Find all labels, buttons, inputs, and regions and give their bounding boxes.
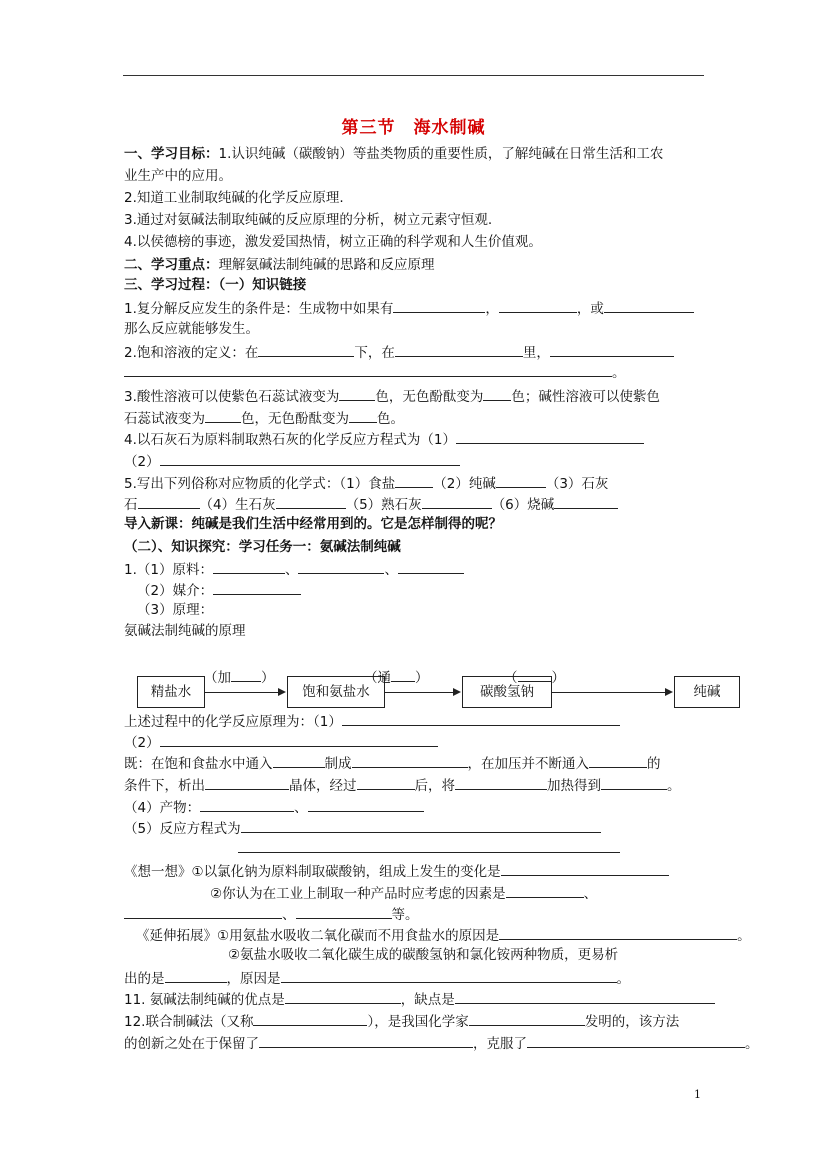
question-1-line-2: 那么反应就能够发生。 bbox=[124, 321, 259, 337]
answer-blank[interactable] bbox=[285, 989, 401, 1004]
objectives-line-4: 3.通过对氨碱法制取纯碱的反应原理的分析，树立元素守恒观. bbox=[124, 212, 493, 228]
answer-blank[interactable] bbox=[506, 883, 584, 898]
answer-blank[interactable] bbox=[349, 408, 377, 423]
equation-line-2 bbox=[238, 838, 620, 858]
answer-blank[interactable] bbox=[469, 1011, 585, 1026]
answer-blank[interactable] bbox=[391, 667, 415, 682]
answer-blank[interactable] bbox=[165, 968, 227, 983]
answer-blank[interactable] bbox=[160, 451, 460, 466]
question-4-line-2: （2） bbox=[124, 451, 460, 471]
answer-blank[interactable] bbox=[393, 298, 485, 313]
extension-line-3: 出的是 ，原因是 。 bbox=[124, 968, 630, 988]
section-heading-key-point: 二、学习重点： bbox=[124, 257, 219, 273]
flow-arrow-2 bbox=[384, 692, 459, 693]
answer-blank[interactable] bbox=[483, 386, 511, 401]
key-point-line: 二、学习重点：理解氨碱法制纯碱的思路和反应原理 bbox=[124, 257, 435, 273]
answer-blank[interactable] bbox=[604, 298, 694, 313]
answer-blank[interactable] bbox=[308, 797, 424, 812]
page-title: 第三节 海水制碱 bbox=[341, 118, 486, 138]
answer-blank[interactable] bbox=[589, 753, 647, 768]
answer-blank[interactable] bbox=[527, 1033, 745, 1048]
equation-line: （5）反应方程式为 bbox=[124, 818, 601, 838]
answer-blank[interactable] bbox=[241, 818, 601, 833]
question-3-line-2: 石蕊试液变为 色，无色酚酞变为 色。 bbox=[124, 408, 404, 428]
flow-box-brine: 精盐水 bbox=[137, 676, 205, 708]
answer-blank[interactable] bbox=[124, 362, 612, 377]
answer-blank[interactable] bbox=[422, 494, 492, 509]
answer-blank[interactable] bbox=[554, 494, 618, 509]
task-principle-line: （3）原理： bbox=[137, 602, 214, 618]
answer-blank[interactable] bbox=[455, 989, 715, 1004]
question-1-line: 1.复分解反应发生的条件是：生成物中如果有 ， ，或 bbox=[124, 298, 694, 318]
extension-line-2: ②氨盐水吸收二氧化碳生成的碳酸氢钠和氯化铵两种物质，更易析 bbox=[228, 947, 619, 963]
answer-blank[interactable] bbox=[601, 775, 667, 790]
answer-blank[interactable] bbox=[200, 797, 294, 812]
objectives-line-3: 2.知道工业制取纯碱的化学反应原理. bbox=[124, 190, 344, 206]
question-11-line: 11. 氨碱法制纯碱的优点是 ，缺点是 bbox=[124, 989, 715, 1009]
answer-blank[interactable] bbox=[518, 667, 552, 682]
answer-blank[interactable] bbox=[298, 559, 384, 574]
answer-blank[interactable] bbox=[395, 342, 523, 357]
answer-blank[interactable] bbox=[339, 386, 375, 401]
answer-blank[interactable] bbox=[357, 775, 415, 790]
answer-blank[interactable] bbox=[213, 580, 301, 595]
objectives-line-5: 4.以侯德榜的事迹，激发爱国热情，树立正确的科学观和人生价值观。 bbox=[124, 234, 542, 250]
answer-blank[interactable] bbox=[296, 904, 392, 919]
answer-blank[interactable] bbox=[550, 342, 674, 357]
answer-blank[interactable] bbox=[138, 494, 200, 509]
extension-line-1: 《延伸拓展》①用氨盐水吸收二氧化碳而不用食盐水的原因是 。 bbox=[136, 925, 751, 945]
think-line-1: 《想一想》①以氯化钠为原料制取碳酸钠，组成上发生的变化是 bbox=[124, 861, 669, 881]
answer-blank[interactable] bbox=[499, 925, 737, 940]
answer-blank[interactable] bbox=[395, 473, 433, 488]
answer-blank[interactable] bbox=[259, 1033, 473, 1048]
answer-blank[interactable] bbox=[213, 559, 285, 574]
answer-blank[interactable] bbox=[253, 1011, 367, 1026]
answer-blank[interactable] bbox=[273, 753, 325, 768]
think-line-3: 、 等。 bbox=[124, 904, 419, 924]
answer-blank[interactable] bbox=[456, 429, 644, 444]
objectives-line-1: 一、学习目标：1.认识纯碱（碳酸钠）等盐类物质的重要性质，了解纯碱在日常生活和工农 bbox=[124, 146, 664, 162]
flow-arrow-3-label: （ ） bbox=[504, 666, 565, 686]
flow-arrow-3 bbox=[551, 692, 671, 693]
answer-blank[interactable] bbox=[205, 408, 241, 423]
question-3-line: 3.酸性溶液可以使紫色石蕊试液变为 色，无色酚酞变为 色；碱性溶液可以使紫色 bbox=[124, 386, 660, 406]
flow-arrow-1 bbox=[204, 692, 284, 693]
answer-blank[interactable] bbox=[499, 298, 577, 313]
page-number: 1 bbox=[694, 1088, 701, 1101]
flow-box-soda-ash: 纯碱 bbox=[674, 676, 740, 708]
question-12-line-2: 的创新之处在于保留了 ，克服了 。 bbox=[124, 1033, 759, 1053]
answer-blank[interactable] bbox=[501, 861, 669, 876]
flow-box-ammoniated-brine: 饱和氨盐水 bbox=[287, 676, 385, 708]
think-line-2: ②你认为在工业上制取一种产品时应考虑的因素是 、 bbox=[210, 883, 597, 903]
answer-blank[interactable] bbox=[231, 667, 261, 682]
section-heading-explore: （二）、知识探究：学习任务一：氨碱法制纯碱 bbox=[124, 539, 401, 555]
answer-blank[interactable] bbox=[160, 732, 438, 747]
reaction-principle-line-2: （2） bbox=[124, 732, 438, 752]
products-line: （4）产物： 、 bbox=[124, 797, 424, 817]
question-5-line-2: 石 （4）生石灰 （5）熟石灰 （6）烧碱 bbox=[124, 494, 618, 514]
flow-box-sodium-bicarbonate: 碳酸氢钠 bbox=[462, 676, 552, 708]
process-description-line: 既：在饱和食盐水中通入 制成 ，在加压并不断通入 的 bbox=[124, 753, 661, 773]
answer-blank[interactable] bbox=[352, 753, 468, 768]
new-lesson-intro: 导入新课：纯碱是我们生活中经常用到的。它是怎样制得的呢？ bbox=[124, 516, 502, 532]
question-2-line: 2.饱和溶液的定义：在 下，在 里， bbox=[124, 342, 674, 362]
diagram-caption: 氨碱法制纯碱的原理 bbox=[124, 623, 246, 639]
question-4-line: 4.以石灰石为原料制取熟石灰的化学反应方程式为（1） bbox=[124, 429, 644, 449]
answer-blank[interactable] bbox=[124, 904, 282, 919]
process-description-line-2: 条件下，析出 晶体，经过 后，将 加热得到 。 bbox=[124, 775, 681, 795]
answer-blank[interactable] bbox=[496, 473, 546, 488]
answer-blank[interactable] bbox=[342, 711, 620, 726]
header-rule bbox=[123, 75, 704, 76]
answer-blank[interactable] bbox=[398, 559, 464, 574]
task-medium-line: （2）媒介： bbox=[137, 580, 301, 600]
objectives-line-2: 业生产中的应用。 bbox=[124, 168, 232, 184]
question-2-line-2: 。 bbox=[124, 362, 626, 382]
question-12-line: 12.联合制碱法（又称 ），是我国化学家 发明的，该方法 bbox=[124, 1011, 679, 1031]
section-heading-process: 三、学习过程：（一）知识链接 bbox=[124, 277, 307, 293]
answer-blank[interactable] bbox=[258, 342, 354, 357]
answer-blank[interactable] bbox=[455, 775, 547, 790]
reaction-principle-line: 上述过程中的化学反应原理为：（1） bbox=[124, 711, 620, 731]
answer-blank[interactable] bbox=[205, 775, 289, 790]
answer-blank[interactable] bbox=[276, 494, 346, 509]
answer-blank[interactable] bbox=[238, 838, 620, 853]
task-raw-materials-line: 1.（1）原料： 、 、 bbox=[124, 559, 464, 579]
flow-arrow-2-label: （通 ） bbox=[364, 666, 429, 686]
flow-arrow-1-label: （加 ） bbox=[204, 666, 275, 686]
answer-blank[interactable] bbox=[281, 968, 617, 983]
question-5-line: 5.写出下列俗称对应物质的化学式：（1）食盐 （2）纯碱 （3）石灰 bbox=[124, 473, 608, 493]
section-heading-objectives: 一、学习目标： bbox=[124, 146, 219, 162]
